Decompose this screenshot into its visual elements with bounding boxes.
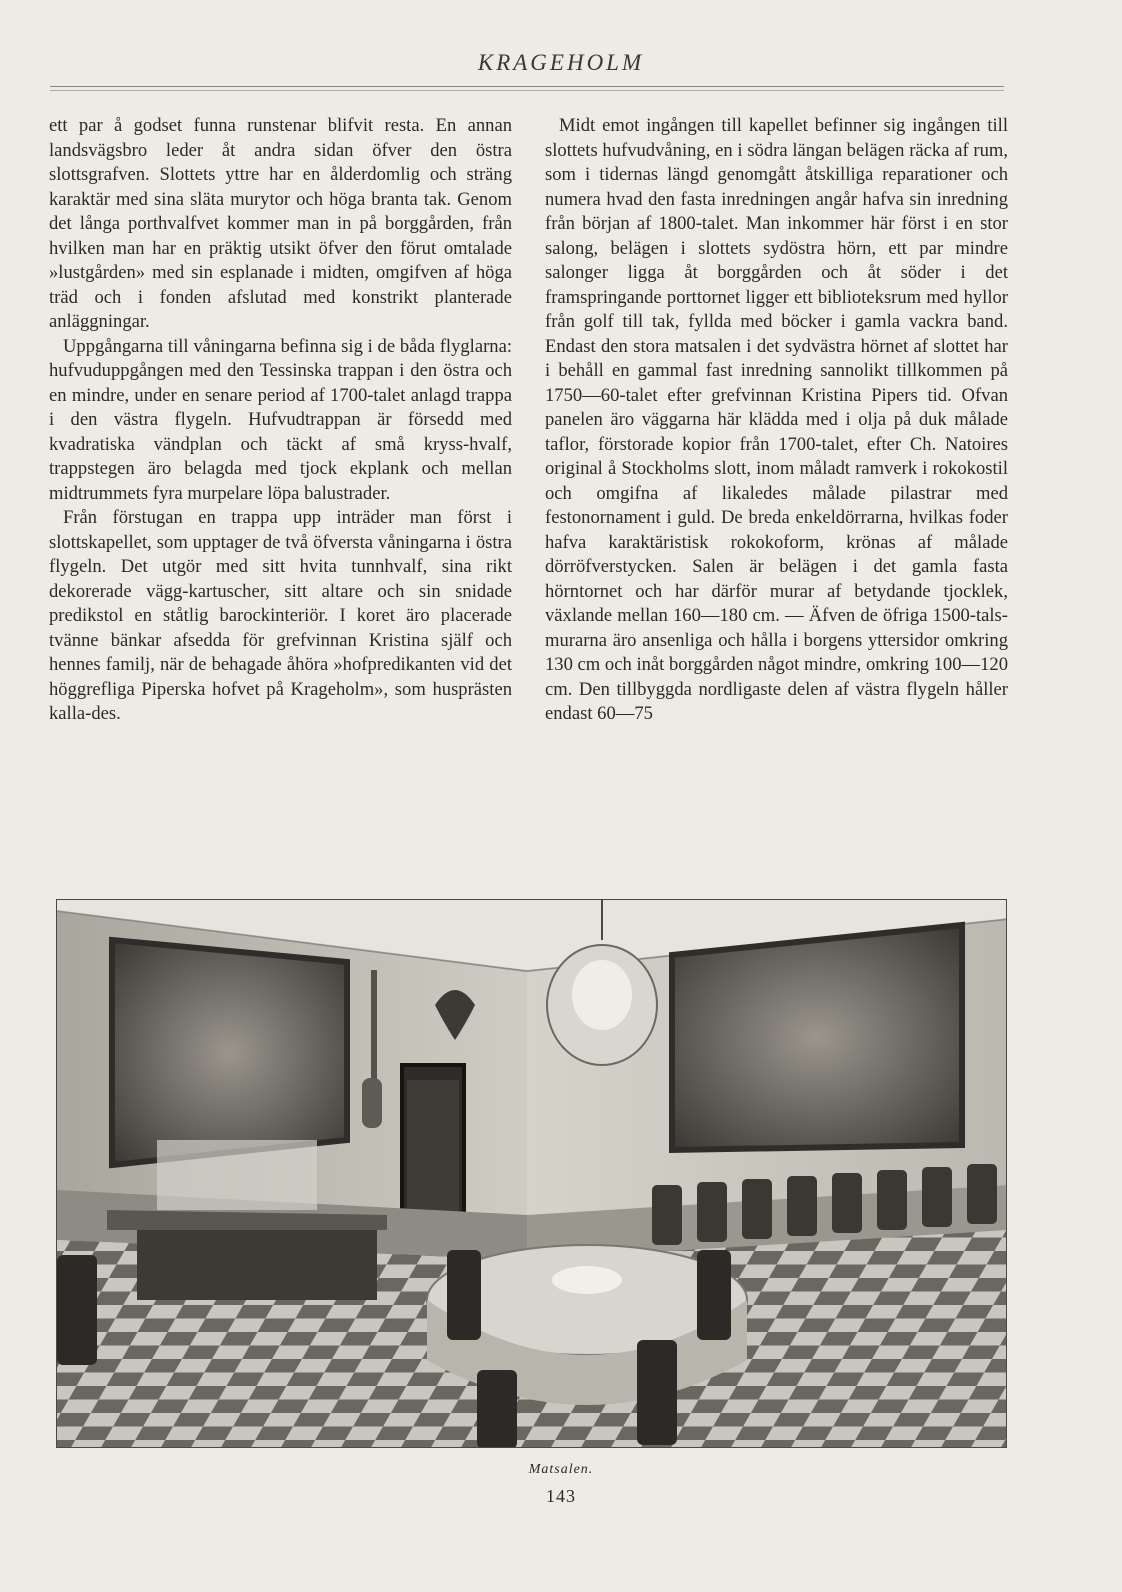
right-paragraph-1: Midt emot ingången till kapellet befinner sig ingången till slottets hufvudvåning, en i södra längan belägen räcka af rum, som i tidernas längd genomgått åtskilliga reparationer och numera hvad den fasta inredningen angår hafva sin inredning från början af 1800-talet. Man inkommer här först i en stor salong, belägen i slottets sydöstra hörn, ett par mindre salonger ligga åt borggården och åt söder i det framspringande porttornet ligger ett biblioteksrum med hyllor från golf till tak, fyllda med böcker i gamla vackra band. Endast den stora matsalen i det sydvästra hörnet af slottet har i behåll en gammal fast inredning sannolikt tillkommen på 1750—60-talet efter grefvinnan Kristina Pipers tid. Ofvan panelen äro väggarna här klädda med i olja på duk målade taflor, förstorade kopior från 1700-talet, efter Ch. Natoires original å Stockholms slott, inom måladt ramverk i rokokostil och omgifna af likaledes målade pilastrar med festonornament i guld. De breda enkeldörrarna, hvilkas foder hafva karaktäristisk rokokoform, krönas af målade dörröfverstycken. Salen är belägen i det gamla fasta hörntornet och har därför murar af betydande tjocklek, växlande mellan 160—180 cm. — Äfven de öfriga 1500-tals-murarna äro ansenliga och hålla i borgens yttersidor omkring 130 cm och inåt borggården något mindre, omkring 100—120 cm. Den tillbyggda nordligaste delen af västra flygeln håller endast 60—75: [545, 115, 1008, 724]
dining-room-photograph: [56, 899, 1007, 1448]
table-centerpiece: [552, 1266, 622, 1294]
dining-room-illustration: [57, 900, 1007, 1448]
pilaster: [371, 970, 377, 1090]
running-title: KRAGEHOLM: [477, 50, 645, 75]
left-paragraph-3: Från förstugan en trappa upp inträder man först i slottskapellet, som upptager de två öfversta våningarna i östra flygeln. Det utgör med sitt hvita tunnhvalf, sina rikt dekorerade vägg-kartuscher, sitt altare och sin snidade predikstol en ståtlig barockinteriör. I koret äro placerade tvänne bänkar afsedda för grefvinnan Kristina själf och hennes familj, när de behagade åhöra »hofpredikanten vid det höggrefliga Piperska hofvet på Krageholm», som husprästen kalla-des.: [49, 507, 512, 724]
sideboard: [137, 1230, 377, 1300]
wall-sconce: [362, 1078, 382, 1128]
header-rule-thin: [50, 90, 1004, 91]
right-column: [545, 114, 1008, 727]
right-painting: [672, 925, 962, 1150]
left-painting: [112, 940, 347, 1165]
left-column: [49, 114, 512, 727]
header-rule: [50, 86, 1004, 87]
left-paragraph-2: Uppgångarna till våningarna befinna sig i de båda flyglarna: hufvuduppgången med den Tessinska trappan i den östra och en mindre, under en senare period af 1700-talet anlagd trappa i den västra flygeln. Hufvudtrappan är försedd med kvadratiska vändplan och täckt af små kryss-hvalf, trappstegen äro belagda med tjock ekplank och mellan midtrummets fyra murpelare löpa balustrader.: [49, 335, 512, 504]
figure-caption: Matsalen.: [528, 1462, 594, 1477]
page-number: 143: [546, 1486, 576, 1506]
left-paragraph-1: ett par å godset funna runstenar blifvit resta. En annan landsvägsbro leder åt andra sidan öfver den östra slottsgrafven. Slottets yttre har en ålderdomlig och sträng karaktär med sina släta murytor och höga branta tak. Genom det långa porthvalfvet kommer man in på borggården, från hvilken man har en präktig utsikt öfver den förut omtalade »lustgården» med sin esplanade i midten, omgifven af höga träd och i fonden afslutad med konstrikt planterade anläggningar.: [49, 115, 512, 332]
candelabra-group: [157, 1140, 317, 1210]
